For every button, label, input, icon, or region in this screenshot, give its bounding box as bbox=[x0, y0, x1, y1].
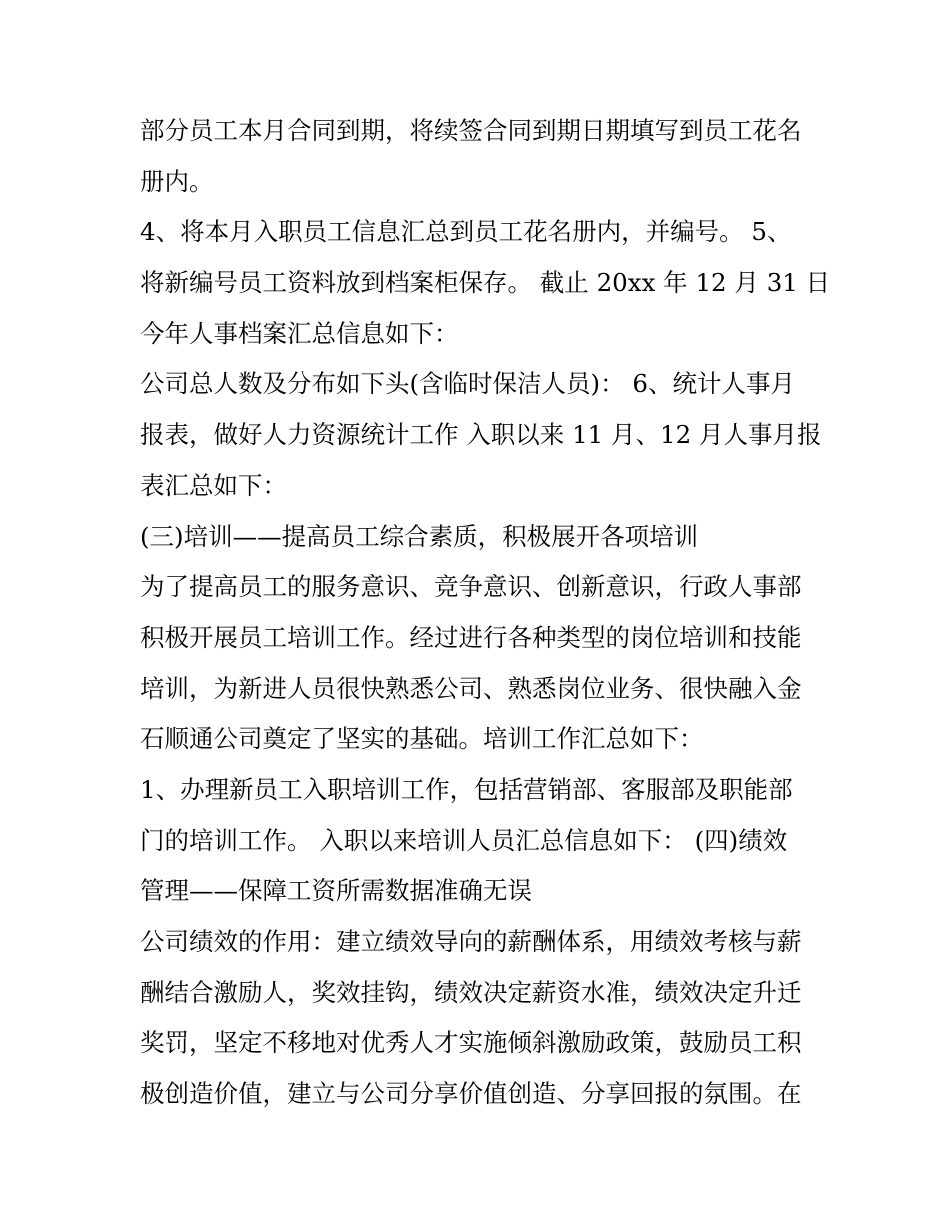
document-body bbox=[140, 106, 830, 1120]
text-line: 表汇总如下： bbox=[140, 470, 287, 500]
text-line: 为了提高员工的服务意识、竞争意识、创新意识，行政人事部 bbox=[140, 572, 802, 602]
section-heading-training: (三)培训——提高员工综合素质，积极展开各项培训 bbox=[140, 521, 699, 551]
text-line: 4、将本月入职员工信息汇总到员工花名册内，并编号。 5、 bbox=[140, 217, 792, 247]
text-line: 公司绩效的作用：建立绩效导向的薪酬体系，用绩效考核与薪 bbox=[140, 927, 802, 956]
text-line: 石顺通公司奠定了坚实的基础。培训工作汇总如下： bbox=[140, 724, 704, 754]
section-heading-performance: 管理——保障工资所需数据准确无误 bbox=[140, 876, 532, 906]
text-line: 将新编号员工资料放到档案柜保存。 截止 20xx 年 12 月 31 日 bbox=[140, 268, 831, 298]
text-line: 今年人事档案汇总信息如下： bbox=[140, 318, 459, 348]
text-line: 培训，为新进人员很快熟悉公司、熟悉岗位业务、很快融入金 bbox=[140, 673, 802, 703]
text-line: 公司总人数及分布如下头(含临时保洁人员)： 6、统计人事月 bbox=[140, 369, 795, 399]
text-line: 奖罚，坚定不移地对优秀人才实施倾斜激励政策，鼓励员工积 bbox=[140, 1028, 802, 1058]
text-line: 1、办理新员工入职培训工作，包括营销部、客服部及职能部 bbox=[140, 774, 793, 804]
text-line: 册内。 bbox=[140, 166, 214, 196]
text-line: 极创造价值，建立与公司分享价值创造、分享回报的氛围。在 bbox=[140, 1079, 802, 1109]
text-line: 报表，做好人力资源统计工作 入职以来 11 月、12 月人事月报 bbox=[140, 420, 822, 450]
text-line: 部分员工本月合同到期，将续签合同到期日期填写到员工花名 bbox=[140, 116, 802, 145]
text-line: 酬结合激励人，奖效挂钩，绩效决定薪资水准，绩效决定升迁 bbox=[140, 977, 802, 1007]
text-line: 积极开展员工培训工作。经过进行各种类型的岗位培训和技能 bbox=[140, 622, 802, 652]
text-line: 门的培训工作。 入职以来培训人员汇总信息如下： (四)绩效 bbox=[140, 825, 788, 855]
